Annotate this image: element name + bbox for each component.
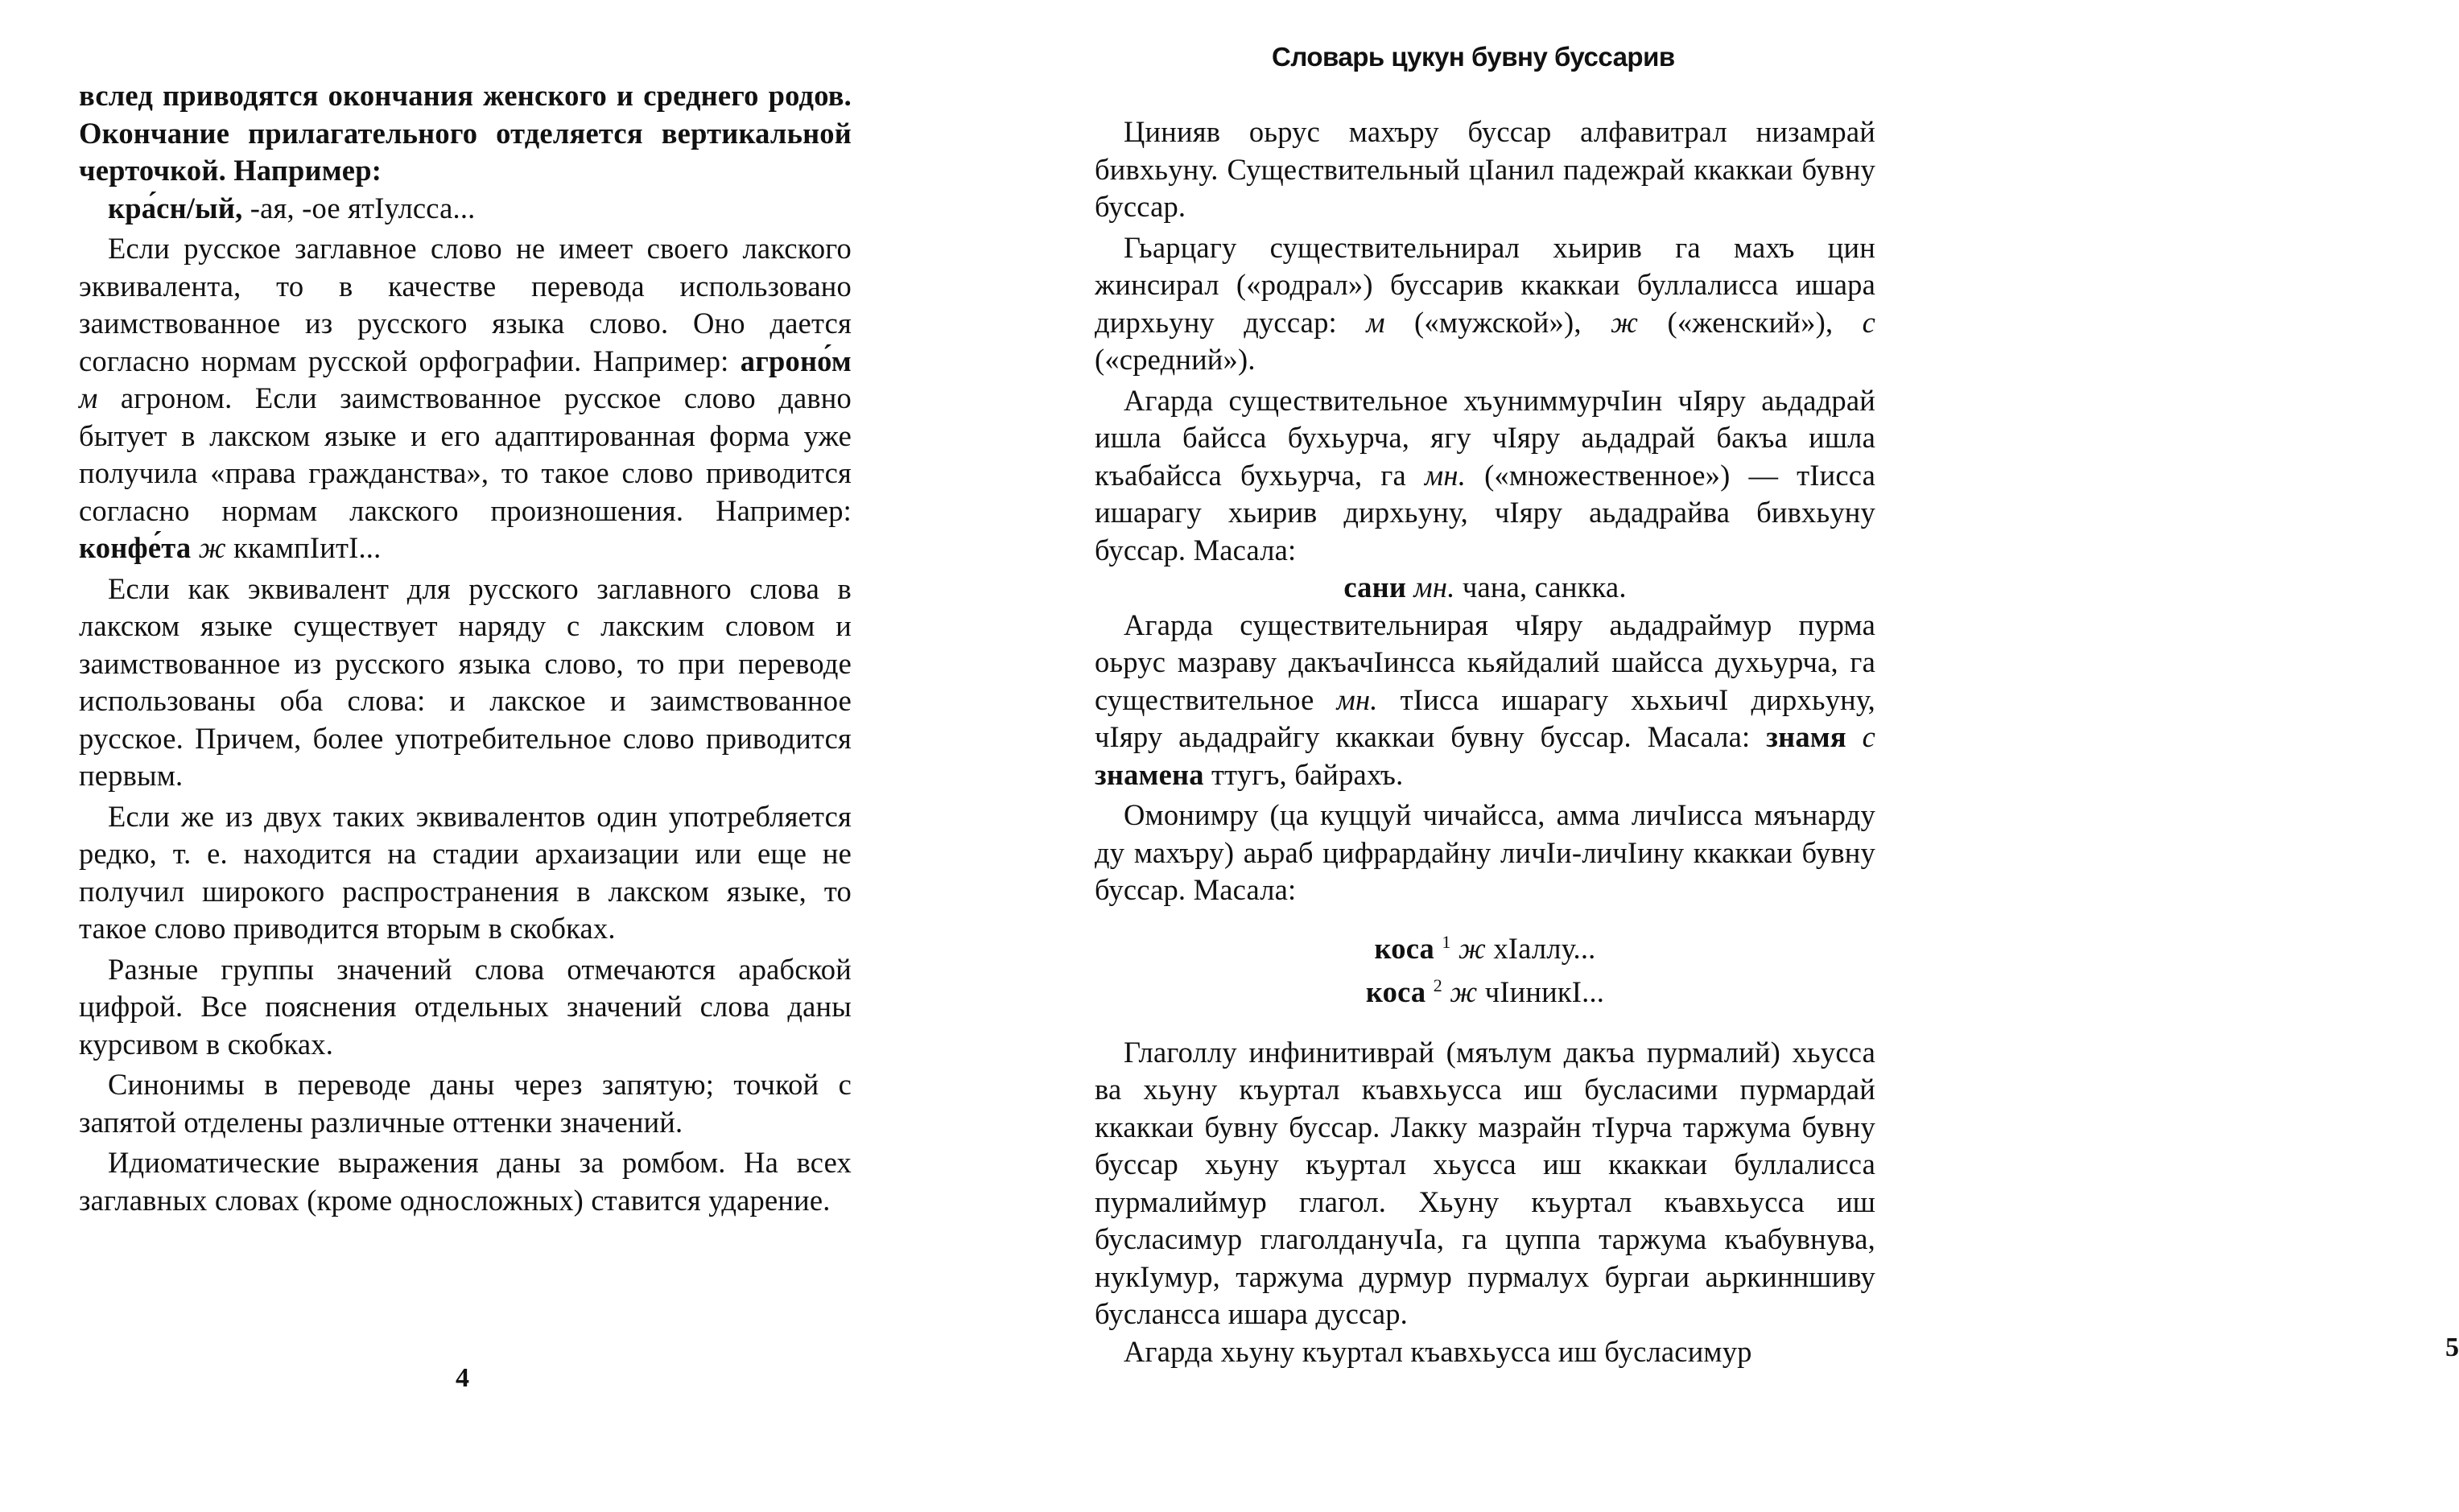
right-page-body bbox=[1095, 113, 1875, 1370]
homonym-number: 1 bbox=[1442, 931, 1451, 952]
gender-label: («женский»), bbox=[1667, 305, 1834, 339]
left-page-body bbox=[79, 77, 852, 1219]
paragraph: Разные группы значений слова отмечаются арабской цифрой. Все пояснения отдельных значений слова даны курсивом в скобках. bbox=[79, 952, 852, 1061]
grammar-mark: с bbox=[1862, 720, 1875, 753]
grammar-mark: м bbox=[79, 381, 98, 414]
running-head: Словарь цукун бувну буссарив bbox=[1272, 42, 1675, 72]
paragraph-text: Если русское заглавное слово не имеет своего лакского эквивалента, то в качестве перевода использовано заимствованное из русского языка слово. Оно дается согласно нормам русской орфографии. Например: bbox=[79, 232, 852, 377]
grammar-mark: ж bbox=[198, 531, 226, 564]
paragraph bbox=[79, 77, 852, 190]
left-page bbox=[0, 0, 965, 1512]
translation: чана, санкка. bbox=[1454, 571, 1627, 604]
paragraph: Идиоматические выражения даны за ромбом. На всех заглавных словах (кроме односложных) ставится ударение. bbox=[79, 1146, 852, 1217]
paragraph bbox=[1095, 229, 1875, 379]
homonym-number: 2 bbox=[1433, 975, 1442, 996]
paragraph: Синонимы в переводе даны через запятую; точкой с запятой отделены различные оттенки значений. bbox=[79, 1068, 852, 1139]
gender-mark: с bbox=[1862, 305, 1876, 339]
headword: знамя bbox=[1766, 720, 1846, 753]
paragraph: Агарда хьуну къуртал къавхьусса иш бусласимур bbox=[1124, 1334, 1752, 1368]
example-entry bbox=[1095, 569, 1875, 607]
paragraph: Если как эквивалент для русского заглавного слова в лакском языке существует наряду с лакским словом и заимствованное из русского языка слово, то при переводе использованы оба слова: и лакское и заимствованное русское. Причем, более употребительное слово приводится первым. bbox=[79, 571, 852, 792]
paragraph bbox=[79, 230, 852, 567]
paragraph: Если же из двух таких эквивалентов один употребляется редко, т. е. находится на стадии архаизации или еще не получил широкого распространения в лакском языке, то такое слово приводится вторым в скобках. bbox=[79, 799, 852, 945]
plural-mark: мн. bbox=[1424, 458, 1467, 492]
example-entry bbox=[79, 190, 852, 228]
paragraph bbox=[1095, 607, 1875, 794]
paragraph-text: — тIисса ишарагу хьирив дирхьуну, чIяру аьдадрайва бивхьуну буссар. Масала: bbox=[1095, 458, 1876, 566]
paragraph-text: Агарда существительнирая чIяру аьдадраймур пурма оьрус мазраву дакъачIинсса кьяйдалий шайсса духьурча, га существительное bbox=[1095, 608, 1875, 716]
paragraph-text: вслед приводятся окончания женского и среднего родов. Окончание прилагательного отделяется вертикальной черточкой. Например: bbox=[79, 79, 852, 187]
paragraph-text: тIисса ишарагу хьхьичI дирхьуну, чIяру аьдадрайгу ккаккаи бувну буссар. Масала: bbox=[1095, 682, 1876, 753]
translation: агроном. bbox=[97, 381, 233, 414]
grammar-mark: ж bbox=[1458, 931, 1487, 965]
grammar-mark: мн. bbox=[1413, 571, 1455, 604]
headword: коса bbox=[1365, 975, 1426, 1009]
example-entry bbox=[1095, 924, 1875, 968]
paragraph: Цинияв оьрус махъру буссар алфавитрал низамрай бивхьуну. Существительный цIанил падежрай ккаккаи бувну буссар. bbox=[1095, 115, 1875, 223]
gender-mark: м bbox=[1366, 305, 1385, 339]
plural-label: («множественное») bbox=[1484, 458, 1731, 492]
translation: хIаллу... bbox=[1486, 931, 1596, 965]
paragraph-text: Агарда существительное хъуниммурчIин чIяру аьдадрай ишла байсса бухьурча, ягу чIяру аьдадрай бакъа ишла къабайсса бухьурча, га bbox=[1095, 383, 1875, 492]
headword: кра́сн/ый, bbox=[108, 191, 243, 225]
page-number: 5 bbox=[2445, 1333, 2459, 1362]
grammar-mark: ж bbox=[1450, 975, 1478, 1009]
gender-label: («средний»). bbox=[1095, 343, 1256, 376]
translation: ттугъ, байрахъ. bbox=[1203, 757, 1404, 791]
headword: конфе́та bbox=[79, 531, 192, 564]
page-number: 4 bbox=[456, 1363, 469, 1393]
paragraph: Глаголлу инфинитиврай (мяълум дакъа пурмалий) хьусса ва хьуну къуртал къавхьусса иш бусласими пурмардай ккаккаи бувну буссар. Лакку мазрайн тIурча таржума бувну буссар хьуну къуртал хьусса иш ккаккаи буллалисса пурмалиймур глагол. Хьуну къуртал къавхьусса иш бусласимур глаголданучIа, га цуппа таржума къабувнува, нукIумур, таржума дурмур пурмалух бургаи аьркинншиву буслансса ишара дуссар. bbox=[1095, 1035, 1875, 1331]
paragraph-text: Если заимствованное русское слово давно бытует в лакском языке и его адаптированная форма уже получила «права гражданства», то такое слово приводится согласно нормам лакского произношения. Например: bbox=[79, 381, 852, 527]
right-page bbox=[965, 0, 2459, 1512]
translation: -ая, -ое ятIулсса... bbox=[242, 191, 476, 225]
translation: ккампIитI... bbox=[225, 531, 382, 564]
paragraph: Омонимру (ца куццуй чичайсса, амма личIисса мяънарду ду махъру) аьраб цифрардайну личIи-личIину ккаккаи бувну буссар. Масала: bbox=[1095, 798, 1875, 906]
example-entry bbox=[1095, 967, 1875, 1011]
headword: сани bbox=[1343, 571, 1407, 604]
gender-label: («мужской»), bbox=[1414, 305, 1582, 339]
plural-mark: мн. bbox=[1336, 682, 1378, 716]
gender-mark: ж bbox=[1610, 305, 1639, 339]
paragraph-text: Гьарцагу существительнирал хьирив га махъ цин жинсирал («родрал») буссарив ккаккаи буллалисса ишара дирхьуну дуссар: bbox=[1095, 230, 1875, 339]
paragraph bbox=[1095, 382, 1875, 570]
headword: агроно́м bbox=[740, 344, 852, 377]
headword: коса bbox=[1374, 931, 1435, 965]
translation: чIиникI... bbox=[1477, 975, 1605, 1009]
plural-form: знамена bbox=[1095, 757, 1204, 791]
